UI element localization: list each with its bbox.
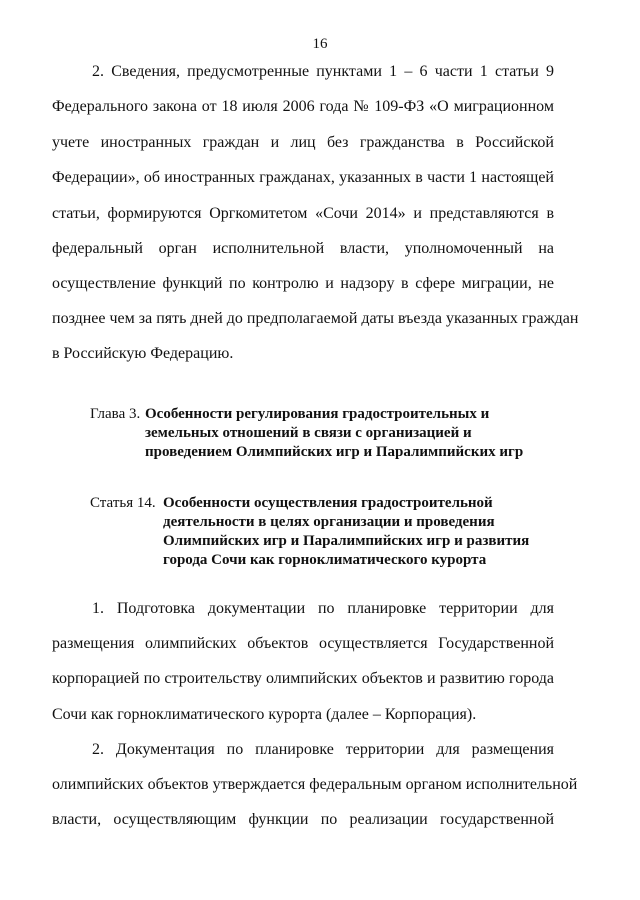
text-line: в Российскую Федерацию. (52, 345, 234, 362)
text-line: осуществление функций по контролю и надзору в сфере миграции, не (52, 275, 554, 292)
chapter-title-line: земельных отношений в связи с организацией и (145, 425, 472, 441)
article-title-line: города Сочи как горноклиматического курорта (163, 552, 487, 568)
page-number: 16 (312, 36, 328, 52)
article-title-line: Олимпийских игр и Паралимпийских игр и развития (163, 533, 530, 549)
text-line: статьи, формируются Оргкомитетом «Сочи 2014» и представляются в (52, 205, 554, 222)
text-line: размещения олимпийских объектов осуществляется Государственной (52, 635, 554, 652)
text-line: 1. Подготовка документации по планировке территории для (92, 600, 554, 617)
text-line: позднее чем за пять дней до предполагаемой даты въезда указанных граждан (52, 310, 579, 327)
text-line: Сочи как горноклиматического курорта (далее – Корпорация). (52, 706, 477, 723)
text-line: власти, осуществляющим функции по реализации государственной (52, 811, 554, 828)
text-line: Федерального закона от 18 июля 2006 года № 109-ФЗ «О миграционном (52, 98, 554, 115)
text-line: корпорацией по строительству олимпийских объектов и развитию города (52, 670, 554, 687)
article-label: Статья 14. (90, 495, 156, 511)
article-title-line: деятельности в целях организации и проведения (163, 514, 495, 530)
text-line: 2. Сведения, предусмотренные пунктами 1 – 6 части 1 статьи 9 (92, 63, 554, 80)
article-title-line: Особенности осуществления градостроительной (163, 495, 493, 511)
chapter-label: Глава 3. (90, 406, 141, 422)
chapter-title-line: проведением Олимпийских игр и Паралимпийских игр (145, 444, 524, 460)
text-line: олимпийских объектов утверждается федеральным органом исполнительной (52, 776, 578, 793)
text-line: учете иностранных граждан и лиц без гражданства в Российской (52, 134, 554, 151)
chapter-title-line: Особенности регулирования градостроительных и (145, 406, 490, 422)
text-line: федеральный орган исполнительной власти, уполномоченный на (52, 240, 554, 257)
text-line: 2. Документация по планировке территории для размещения (92, 741, 554, 758)
text-line: Федерации», об иностранных гражданах, указанных в части 1 настоящей (52, 169, 554, 186)
